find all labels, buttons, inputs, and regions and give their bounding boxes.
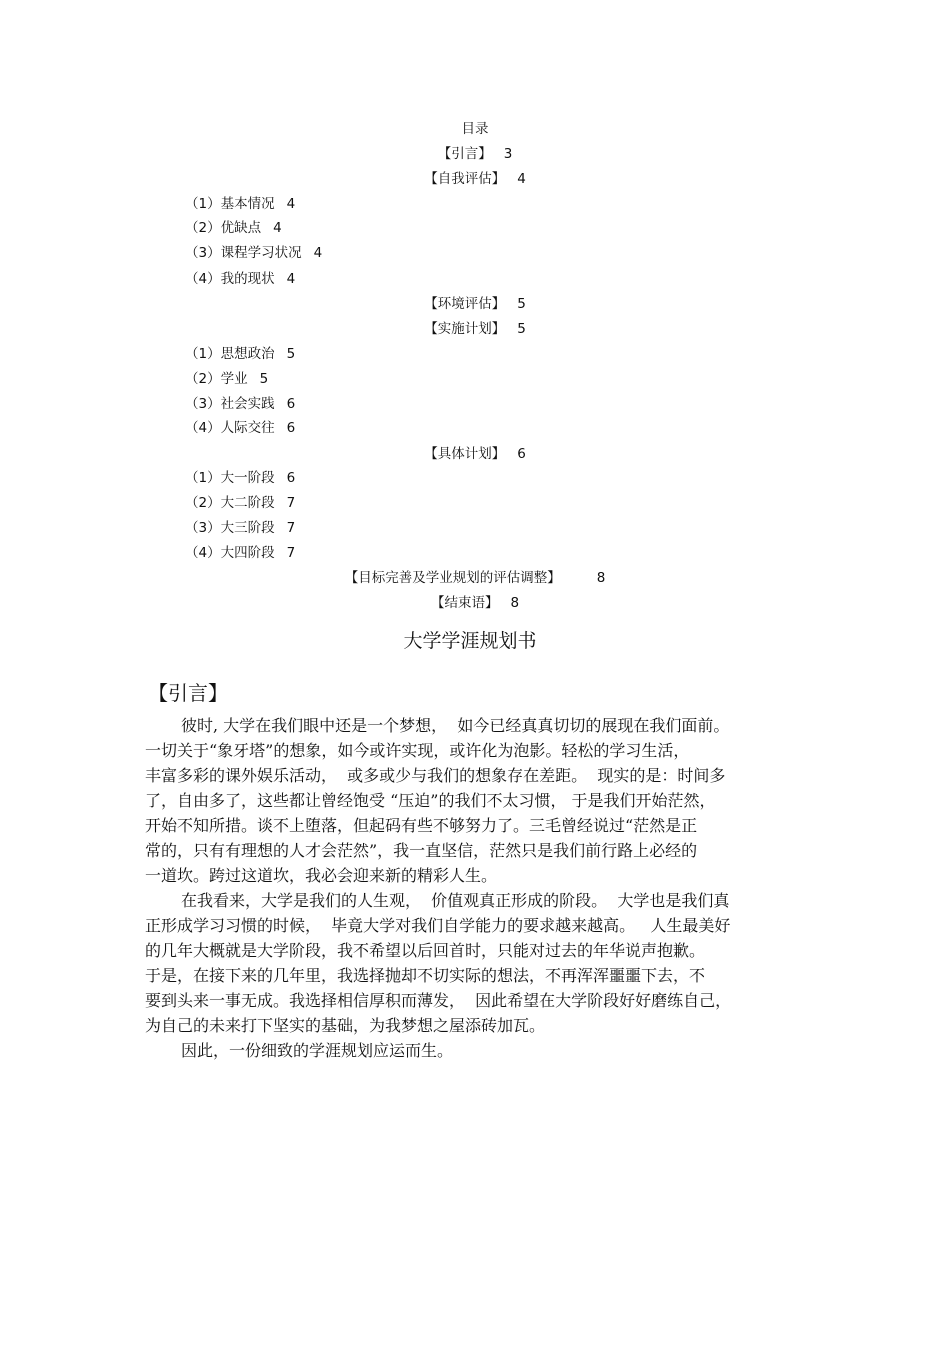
toc-subentry — [185, 494, 295, 512]
toc-entry-label: （4）人际交往 — [185, 420, 275, 436]
toc-entry — [0, 445, 950, 463]
toc-subentry — [185, 419, 295, 437]
toc-entry-label: （1）基本情况 — [185, 196, 275, 212]
toc-entry-label: （1）大一阶段 — [185, 470, 275, 486]
paragraph-line: 在我看来，大学是我们的人生观， 价值观真正形成的阶段。 大学也是我们真 — [181, 891, 730, 910]
toc-entry-page: 6 — [517, 446, 526, 462]
toc-entry — [0, 594, 950, 612]
paragraph-line: 为自己的未来打下坚实的基础，为我梦想之屋添砖加瓦。 — [145, 1016, 546, 1035]
toc-entry-page: 6 — [286, 470, 296, 486]
toc-subentry — [185, 195, 295, 213]
toc-entry — [0, 295, 950, 313]
toc-entry-label: （1）思想政治 — [185, 346, 275, 362]
toc-entry-page: 5 — [259, 371, 269, 387]
toc-entry-label: 【结束语】 — [430, 595, 499, 611]
toc-entry-page: 4 — [286, 271, 296, 287]
paragraph-line: 丰富多彩的课外娱乐活动， 或多或少与我们的想象存在差距。 现实的是：时间多 — [145, 766, 726, 785]
toc-entry-page: 4 — [517, 171, 526, 187]
toc-entry-label: 【引言】 — [437, 146, 492, 162]
paragraph-line: 一切关于“象牙塔”的想象，如今或许实现，或许化为泡影。轻松的学习生活， — [145, 741, 690, 760]
toc-entry-page: 6 — [286, 396, 296, 412]
toc-entry-page: 5 — [517, 296, 526, 312]
toc-entry-label: （2）学业 — [185, 371, 248, 387]
section-heading: 【引言】 — [148, 681, 228, 705]
toc-entry-page: 4 — [273, 220, 282, 236]
paragraph-line: 要到头来一事无成。我选择相信厚积而薄发， 因此希望在大学阶段好好磨练自己， — [145, 991, 732, 1010]
toc-entry-label: （3）大三阶段 — [185, 520, 275, 536]
toc-subentry — [185, 519, 295, 537]
paragraph-line: 彼时, 大学在我们眼中还是一个梦想， 如今已经真真切切的展现在我们面前。 — [181, 716, 730, 735]
paragraph-line: 一道坎。跨过这道坎，我必会迎来新的精彩人生。 — [145, 866, 498, 885]
paragraph-line: 的几年大概就是大学阶段，我不希望以后回首时，只能对过去的年华说声抱歉。 — [145, 941, 706, 960]
toc-entry-page: 7 — [286, 545, 296, 561]
toc-entry-label: 【具体计划】 — [424, 446, 506, 462]
toc-entry-page: 8 — [596, 570, 606, 586]
paragraph-line: 正形成学习习惯的时候， 毕竟大学对我们自学能力的要求越来越高。 人生最美好 — [145, 916, 731, 935]
toc-entry-page: 6 — [286, 420, 296, 436]
toc-subentry — [185, 270, 295, 288]
document-title: 大学学涯规划书 — [403, 630, 537, 652]
toc-subentry — [185, 395, 295, 413]
toc-subentry — [185, 469, 295, 487]
paragraph-line: 因此，一份细致的学涯规划应运而生。 — [181, 1041, 454, 1060]
toc-entry-label: 【环境评估】 — [424, 296, 506, 312]
toc-entry-page: 4 — [286, 196, 296, 212]
toc-entry — [0, 145, 950, 163]
paragraph-line: 了，自由多了，这些都让曾经饱受 “压迫”的我们不太习惯， 于是我们开始茫然， — [145, 791, 716, 810]
toc-subentry — [185, 345, 295, 363]
toc-entry-label: （2）优缺点 — [185, 220, 262, 236]
toc-heading: 目录 — [461, 121, 489, 137]
toc-entry — [0, 170, 950, 188]
toc-subentry — [185, 544, 295, 562]
toc-entry-label: 【目标完善及学业规划的评估调整】 — [344, 570, 561, 586]
toc-entry-label: （2）大二阶段 — [185, 495, 275, 511]
toc-entry-label: （3）社会实践 — [185, 396, 275, 412]
toc-entry-label: （4）大四阶段 — [185, 545, 275, 561]
toc-entry-page: 7 — [286, 520, 296, 536]
toc-entry-page: 4 — [313, 245, 323, 261]
toc-entry — [0, 320, 950, 338]
paragraph-line: 开始不知所措。谈不上堕落，但起码有些不够努力了。三毛曾经说过“茫然是正 — [145, 816, 698, 835]
paragraph-line: 常的，只有有理想的人才会茫然”，我一直坚信，茫然只是我们前行路上必经的 — [145, 841, 698, 860]
toc-entry-page: 8 — [510, 595, 520, 611]
toc-subentry — [185, 219, 282, 237]
toc-entry-page: 7 — [286, 495, 296, 511]
toc-entry-page: 5 — [517, 321, 526, 337]
toc-entry-page: 3 — [503, 146, 513, 162]
toc-entry — [0, 569, 950, 587]
toc-subentry — [185, 244, 322, 262]
toc-subentry — [185, 370, 268, 388]
toc-entry-label: 【自我评估】 — [424, 171, 506, 187]
paragraph-line: 于是，在接下来的几年里，我选择抛却不切实际的想法，不再浑浑噩噩下去，不 — [145, 966, 706, 985]
toc-entry-label: （3）课程学习状况 — [185, 245, 302, 261]
toc-entry-page: 5 — [286, 346, 296, 362]
toc-entry-label: （4）我的现状 — [185, 271, 275, 287]
toc-entry-label: 【实施计划】 — [424, 321, 506, 337]
